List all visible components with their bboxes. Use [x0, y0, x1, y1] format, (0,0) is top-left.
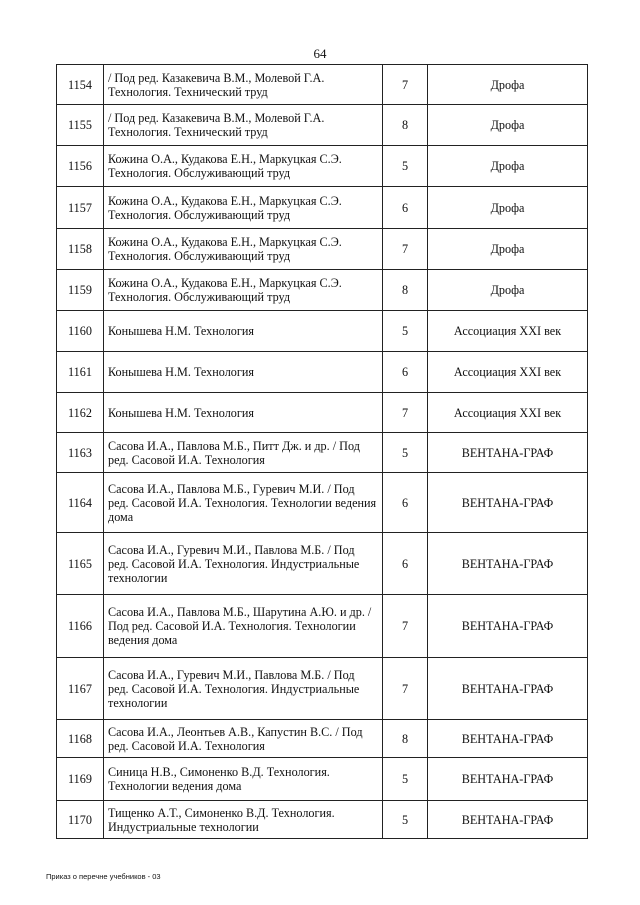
table-row: [57, 105, 588, 146]
row-number: 1154: [57, 65, 104, 105]
row-number: 1159: [57, 270, 104, 311]
table-row: [57, 146, 588, 187]
table-row: [57, 352, 588, 393]
row-number: 1157: [57, 187, 104, 229]
table-row: [57, 229, 588, 270]
book-title: / Под ред. Казакевича В.М., Молевой Г.А. Технология. Технический труд: [104, 105, 383, 146]
table-row: [57, 65, 588, 105]
grade-cell: 7: [383, 229, 428, 270]
grade-cell: 8: [383, 270, 428, 311]
row-number: 1164: [57, 473, 104, 533]
publisher-cell: ВЕНТАНА-ГРАФ: [428, 658, 588, 720]
grade-cell: 6: [383, 187, 428, 229]
table-row: [57, 393, 588, 433]
table-row: [57, 433, 588, 473]
publisher-cell: Ассоциация XXI век: [428, 352, 588, 393]
grade-cell: 7: [383, 595, 428, 658]
grade-cell: 5: [383, 758, 428, 801]
book-title: Сасова И.А., Гуревич М.И., Павлова М.Б. / Под ред. Сасовой И.А. Технология. Индустриальные технологии: [104, 658, 383, 720]
grade-cell: 6: [383, 533, 428, 595]
row-number: 1169: [57, 758, 104, 801]
book-title: Сасова И.А., Гуревич М.И., Павлова М.Б. / Под ред. Сасовой И.А. Технология. Индустриальные технологии: [104, 533, 383, 595]
table-row: [57, 720, 588, 758]
row-number: 1162: [57, 393, 104, 433]
publisher-cell: ВЕНТАНА-ГРАФ: [428, 595, 588, 658]
table-row: [57, 187, 588, 229]
book-title: / Под ред. Казакевича В.М., Молевой Г.А. Технология. Технический труд: [104, 65, 383, 105]
book-title: Кожина О.А., Кудакова Е.Н., Маркуцкая С.Э. Технология. Обслуживающий труд: [104, 146, 383, 187]
publisher-cell: ВЕНТАНА-ГРАФ: [428, 801, 588, 839]
book-title: Кожина О.А., Кудакова Е.Н., Маркуцкая С.Э. Технология. Обслуживающий труд: [104, 229, 383, 270]
publisher-cell: Дрофа: [428, 146, 588, 187]
table-row: [57, 595, 588, 658]
grade-cell: 7: [383, 393, 428, 433]
row-number: 1166: [57, 595, 104, 658]
grade-cell: 6: [383, 473, 428, 533]
grade-cell: 8: [383, 720, 428, 758]
book-title: Синица Н.В., Симоненко В.Д. Технология. Технологии ведения дома: [104, 758, 383, 801]
book-title: Сасова И.А., Павлова М.Б., Гуревич М.И. / Под ред. Сасовой И.А. Технология. Технологии ведения дома: [104, 473, 383, 533]
publisher-cell: Дрофа: [428, 105, 588, 146]
row-number: 1168: [57, 720, 104, 758]
book-title: Конышева Н.М. Технология: [104, 352, 383, 393]
grade-cell: 5: [383, 311, 428, 352]
grade-cell: 7: [383, 65, 428, 105]
row-number: 1160: [57, 311, 104, 352]
publisher-cell: ВЕНТАНА-ГРАФ: [428, 720, 588, 758]
textbook-table: [56, 64, 588, 839]
grade-cell: 8: [383, 105, 428, 146]
table-row: [57, 533, 588, 595]
row-number: 1158: [57, 229, 104, 270]
table-row: [57, 311, 588, 352]
row-number: 1170: [57, 801, 104, 839]
table-row: [57, 270, 588, 311]
table-row: [57, 473, 588, 533]
row-number: 1155: [57, 105, 104, 146]
publisher-cell: ВЕНТАНА-ГРАФ: [428, 473, 588, 533]
footer-note: Приказ о перечне учебников - 03: [46, 872, 161, 881]
publisher-cell: Дрофа: [428, 229, 588, 270]
row-number: 1167: [57, 658, 104, 720]
table-row: [57, 801, 588, 839]
publisher-cell: Ассоциация XXI век: [428, 311, 588, 352]
book-title: Кожина О.А., Кудакова Е.Н., Маркуцкая С.Э. Технология. Обслуживающий труд: [104, 270, 383, 311]
book-title: Конышева Н.М. Технология: [104, 311, 383, 352]
publisher-cell: ВЕНТАНА-ГРАФ: [428, 758, 588, 801]
row-number: 1156: [57, 146, 104, 187]
publisher-cell: Дрофа: [428, 65, 588, 105]
grade-cell: 5: [383, 433, 428, 473]
book-title: Кожина О.А., Кудакова Е.Н., Маркуцкая С.Э. Технология. Обслуживающий труд: [104, 187, 383, 229]
publisher-cell: Дрофа: [428, 187, 588, 229]
page-number: 64: [313, 46, 327, 61]
table-row: [57, 758, 588, 801]
book-title: Сасова И.А., Павлова М.Б., Питт Дж. и др. / Под ред. Сасовой И.А. Технология: [104, 433, 383, 473]
row-number: 1161: [57, 352, 104, 393]
row-number: 1165: [57, 533, 104, 595]
row-number: 1163: [57, 433, 104, 473]
publisher-cell: ВЕНТАНА-ГРАФ: [428, 433, 588, 473]
book-title: Конышева Н.М. Технология: [104, 393, 383, 433]
publisher-cell: Ассоциация XXI век: [428, 393, 588, 433]
grade-cell: 6: [383, 352, 428, 393]
grade-cell: 7: [383, 658, 428, 720]
book-title: Сасова И.А., Леонтьев А.В., Капустин В.С. / Под ред. Сасовой И.А. Технология: [104, 720, 383, 758]
publisher-cell: Дрофа: [428, 270, 588, 311]
book-title: Тищенко А.Т., Симоненко В.Д. Технология. Индустриальные технологии: [104, 801, 383, 839]
publisher-cell: ВЕНТАНА-ГРАФ: [428, 533, 588, 595]
table-row: [57, 658, 588, 720]
book-title: Сасова И.А., Павлова М.Б., Шарутина А.Ю. и др. / Под ред. Сасовой И.А. Технология. Технологии ведения дома: [104, 595, 383, 658]
grade-cell: 5: [383, 146, 428, 187]
grade-cell: 5: [383, 801, 428, 839]
